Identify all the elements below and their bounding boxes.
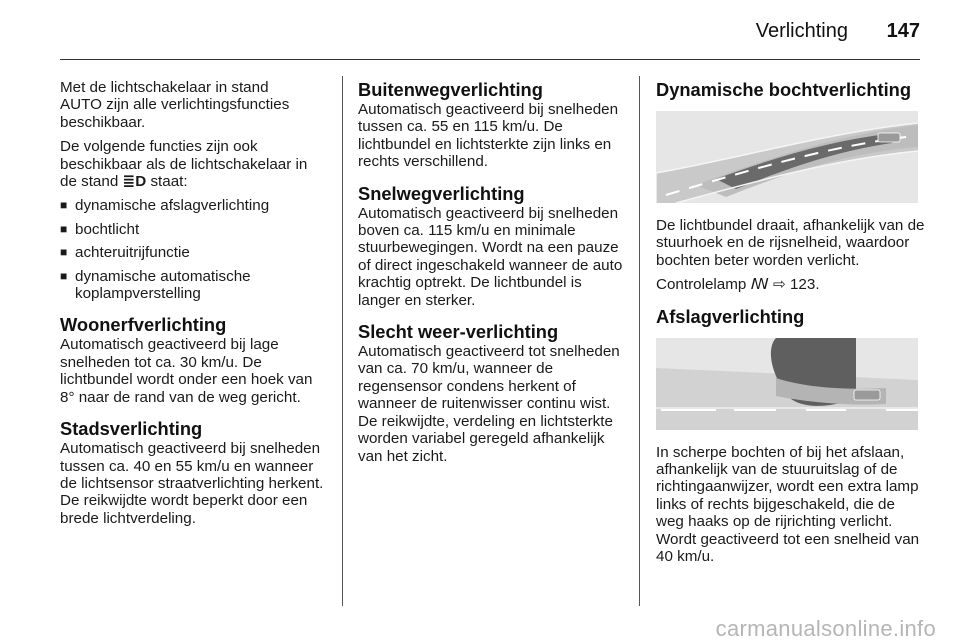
availability-suffix: staat: — [146, 173, 188, 191]
watermark: carmanualsonline.info — [715, 616, 936, 641]
dynamisch-text: De lichtbundel draait, afhankelijk van de stuurhoek en de rijsnelheid, waardoor bochten beter worden verlicht. — [656, 217, 925, 269]
slecht-weer-text: Automatisch geactiveerd tot snelheden van ca. 70 km/u, wanneer de regensensor condens herkent of wanneer de ruitenwisser continu wist. De reikwijdte, verdeling en lichtsterkte worden variabel geregeld afhankelijk van het zicht. — [358, 343, 620, 465]
stads-heading: Stadsverlichting — [60, 418, 203, 440]
intro-paragraph — [60, 79, 328, 131]
page-number: 147 — [886, 20, 920, 42]
availability-text: De volgende functies zijn ook beschikbaar als de lichtschakelaar in de stand — [60, 138, 308, 191]
controle-page-ref: 123. — [789, 276, 820, 294]
intro-rest: zijn alle verlichtingsfuncties beschikbaar. — [60, 96, 290, 131]
controle-line — [656, 276, 926, 293]
list-item: ■ dynamische automatische koplampverstelling — [60, 268, 328, 303]
warning-lamp-icon: ꟿ — [750, 276, 769, 294]
column-right — [656, 79, 926, 572]
snelweg-text: Automatisch geactiveerd bij snelheden boven ca. 115 km/u en minimale stuurbewegingen. Wordt na een pauze of direct ingeschakeld wanneer de auto krachtig optrekt. De lichtbundel is langer en sterker. — [358, 204, 623, 309]
page-reference-arrow-icon: ⇨ — [773, 276, 786, 294]
column-left — [60, 79, 328, 534]
function-list — [60, 197, 328, 302]
afslag-text: In scherpe bochten of bij het afslaan, afhankelijk van de stuuruitslag of de richtingaanwijzer, wordt een extra lamp links of rechts bijgeschakeld, die de weg haaks op de rijrichting verlicht. Wordt geactiveerd tot een snelheid van 40 km/u. — [656, 443, 920, 566]
woonerf-heading: Woonerfverlichting — [60, 314, 227, 336]
headlight-icon: ≣D — [122, 173, 147, 191]
slecht-weer-heading: Slecht weer-verlichting — [358, 321, 559, 343]
column-divider-2 — [639, 76, 640, 606]
page-header-title: Verlichting — [755, 20, 848, 42]
column-middle — [358, 79, 626, 472]
dynamisch-heading: Dynamische bochtverlichting — [656, 79, 911, 100]
buitenweg-text: Automatisch geactiveerd bij snelheden tussen ca. 55 en 115 km/u. De lichtbundel en lichtsterkte zijn links en rechts verschillend. — [358, 101, 619, 171]
auto-mode-label: AUTO — [60, 96, 102, 114]
buitenweg-heading: Buitenwegverlichting — [358, 79, 543, 100]
column-divider-1 — [342, 76, 343, 606]
list-item: ■ bochtlicht — [60, 221, 328, 238]
curve-lighting-illustration — [656, 111, 918, 203]
turn-lighting-illustration — [656, 338, 918, 430]
header-divider — [60, 59, 920, 60]
intro-line: Met de lichtschakelaar in stand — [60, 79, 269, 96]
availability-paragraph — [60, 138, 328, 190]
snelweg-heading: Snelwegverlichting — [358, 182, 525, 204]
list-item: ■ achteruitrijfunctie — [60, 244, 328, 261]
list-item: ■ dynamische afslagverlichting — [60, 197, 328, 214]
afslag-heading: Afslagverlichting — [656, 305, 805, 327]
stads-text: Automatisch geactiveerd bij snelheden tussen ca. 40 en 55 km/u en wanneer de lichtsensor straatverlichting herkent. De reikwijdte wordt beperkt door een brede lichtverdeling. — [60, 440, 324, 527]
woonerf-text: Automatisch geactiveerd bij lage snelheden tot ca. 30 km/u. De lichtbundel wordt onder een hoek van 8° naar de rand van de weg gericht. — [60, 336, 313, 406]
controle-label: Controlelamp — [656, 276, 747, 294]
